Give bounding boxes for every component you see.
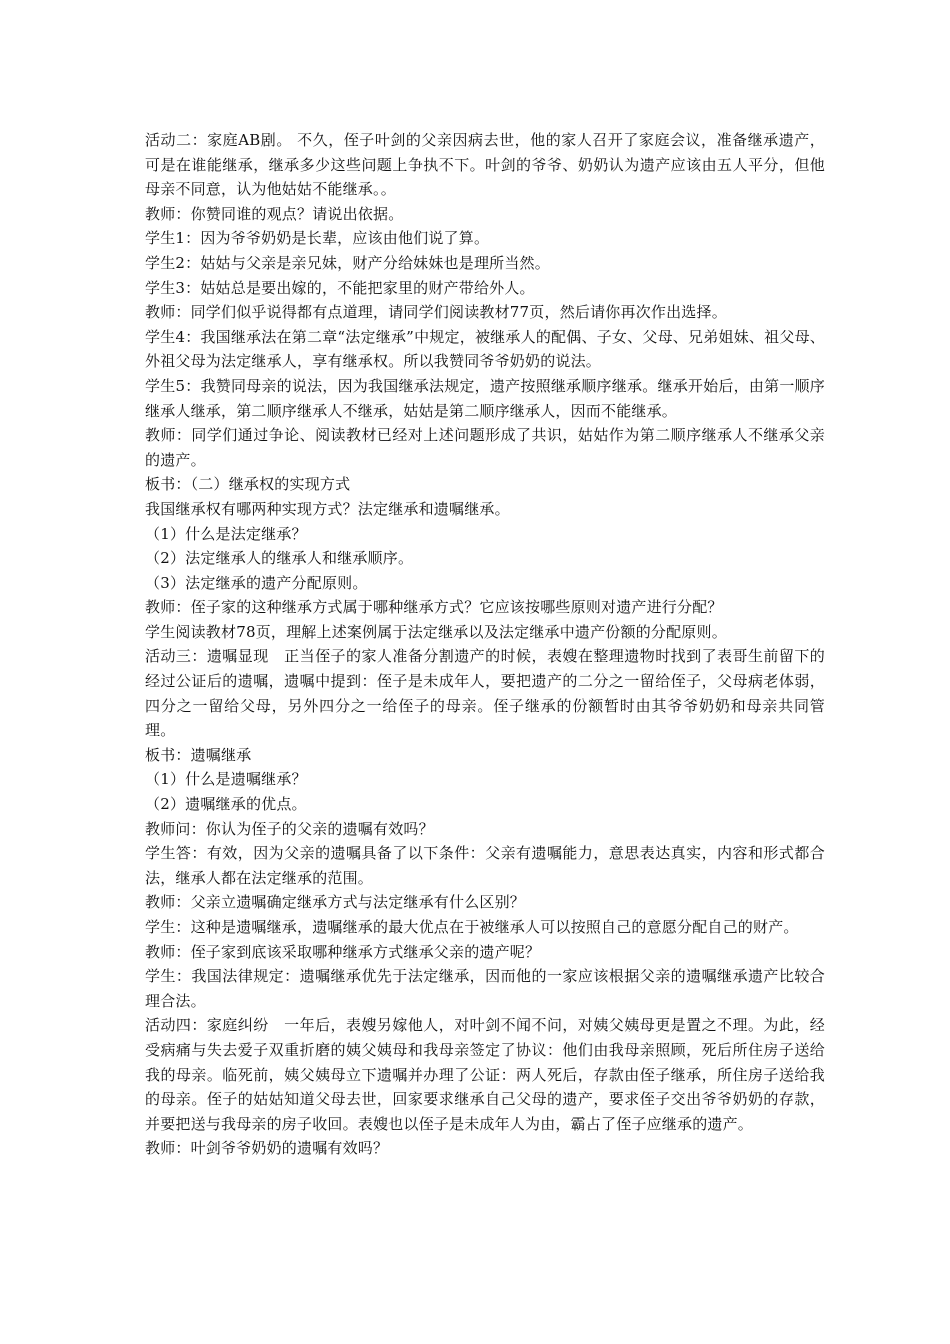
paragraph-student-answer: 学生答：有效，因为父亲的遗嘱具备了以下条件：父亲有遗嘱能力，意思表达真实，内容和形式都合法，继承人都在法定继承的范围。 xyxy=(145,844,825,887)
paragraph-teacher-consensus: 教师：同学们通过争论、阅读教材已经对上述问题形成了共识，姑姑作为第二顺序继承人不继承父亲的遗产。 xyxy=(145,426,825,469)
paragraph-teacher-which: 教师：侄子家到底该采取哪种继承方式继承父亲的遗产呢？ xyxy=(145,942,541,961)
paragraph-teacher-reading: 教师：同学们似乎说得都有点道理，请同学们阅读教材77页，然后请你再次作出选择。 xyxy=(145,303,727,322)
paragraph-teacher-method: 教师：侄子家的这种继承方式属于哪种继承方式？它应该按哪些原则对遗产进行分配？ xyxy=(145,598,723,617)
paragraph-activity-four: 活动四：家庭纠纷 一年后，表嫂另嫁他人，对叶剑不闻不问，对姨父姨母更是置之不理。为此，经受病痛与失去爱子双重折磨的姨父姨母和我母亲签定了协议：他们由我母亲照顾，死后所住房子送给我的母亲。临死前，姨父姨母立下遗嘱并办理了公证：两人死后，存款由侄子继承，所住房子送给我的母亲。侄子的姑姑知道父母去世，回家要求继承自己父母的遗产，要求侄子交出爷爷奶奶的存款，并要把送与我母亲的房子收回。表嫂也以侄子是未成年人为由，霸占了侄子应继承的遗产。 xyxy=(145,1016,825,1133)
paragraph-student-reading: 学生阅读教材78页，理解上述案例属于法定继承以及法定继承中遗产份额的分配原则。 xyxy=(145,622,727,641)
paragraph-student-4: 学生4：我国继承法在第二章“法定继承”中规定，被继承人的配偶、子女、父母、兄弟姐妹、祖父母、外祖父母为法定继承人，享有继承权。所以我赞同爷爷奶奶的说法。 xyxy=(145,327,825,371)
paragraph-activity-three: 活动三：遗嘱显现 正当侄子的家人准备分割遗产的时候，表嫂在整理遗物时找到了表哥生前留下的经过公证后的遗嘱，遗嘱中提到：侄子是未成年人，要把遗产的二分之一留给侄子，父母病老体弱，四分之一留给父母，另外四分之一给侄子的母亲。侄子继承的份额暂时由其爷爷奶奶和母亲共同管理。 xyxy=(145,647,825,740)
paragraph-teacher-difference: 教师：父亲立遗嘱确定继承方式与法定继承有什么区别？ xyxy=(145,893,526,912)
list-item-will-1: （1）什么是遗嘱继承？ xyxy=(145,770,307,789)
paragraph-board-two: 板书：（二）继承权的实现方式 xyxy=(145,475,351,494)
paragraph-student-3: 学生3：姑姑总是要出嫁的，不能把家里的财产带给外人。 xyxy=(145,278,535,297)
paragraph-activity-two: 活动二：家庭AB剧。 不久，侄子叶剑的父亲因病去世，他的家人召开了家庭会议，准备继承遗产，可是在谁能继承，继承多少这些问题上争执不下。叶剑的爷爷、奶奶认为遗产应该由五人平分，但他母亲不同意，认为他姑姑不能继承。。 xyxy=(145,131,825,199)
paragraph-board-will: 板书：遗嘱继承 xyxy=(145,745,252,764)
paragraph-student-2: 学生2：姑姑与父亲是亲兄妹，财产分给妹妹也是理所当然。 xyxy=(145,253,550,272)
paragraph-student-5: 学生5：我赞同母亲的说法，因为我国继承法规定，遗产按照继承顺序继承。继承开始后，由第一顺序继承人继承，第二顺序继承人不继承，姑姑是第二顺序继承人，因而不能继承。 xyxy=(145,376,825,420)
list-item-will-2: （2）遗嘱继承的优点。 xyxy=(145,795,307,814)
list-item-legal-3: （3）法定继承的遗产分配原则。 xyxy=(145,573,368,592)
paragraph-two-ways: 我国继承权有哪两种实现方式？法定继承和遗嘱继承。 xyxy=(145,499,510,518)
paragraph-student-law: 学生：我国法律规定：遗嘱继承优先于法定继承，因而他的一家应该根据父亲的遗嘱继承遗产比较合理合法。 xyxy=(145,967,825,1010)
document-body xyxy=(145,128,825,1161)
paragraph-teacher-final: 教师：叶剑爷爷奶奶的遗嘱有效吗？ xyxy=(145,1139,389,1158)
paragraph-teacher-valid: 教师问：你认为侄子的父亲的遗嘱有效吗？ xyxy=(145,819,434,838)
paragraph-teacher-question: 教师：你赞同谁的观点？请说出依据。 xyxy=(145,204,404,223)
paragraph-student-will: 学生：这种是遗嘱继承，遗嘱继承的最大优点在于被继承人可以按照自己的意愿分配自己的财产。 xyxy=(145,918,799,936)
list-item-legal-1: （1）什么是法定继承？ xyxy=(145,524,307,543)
paragraph-student-1: 学生1：因为爷爷奶奶是长辈，应该由他们说了算。 xyxy=(145,229,490,248)
list-item-legal-2: （2）法定继承人的继承人和继承顺序。 xyxy=(145,549,414,568)
